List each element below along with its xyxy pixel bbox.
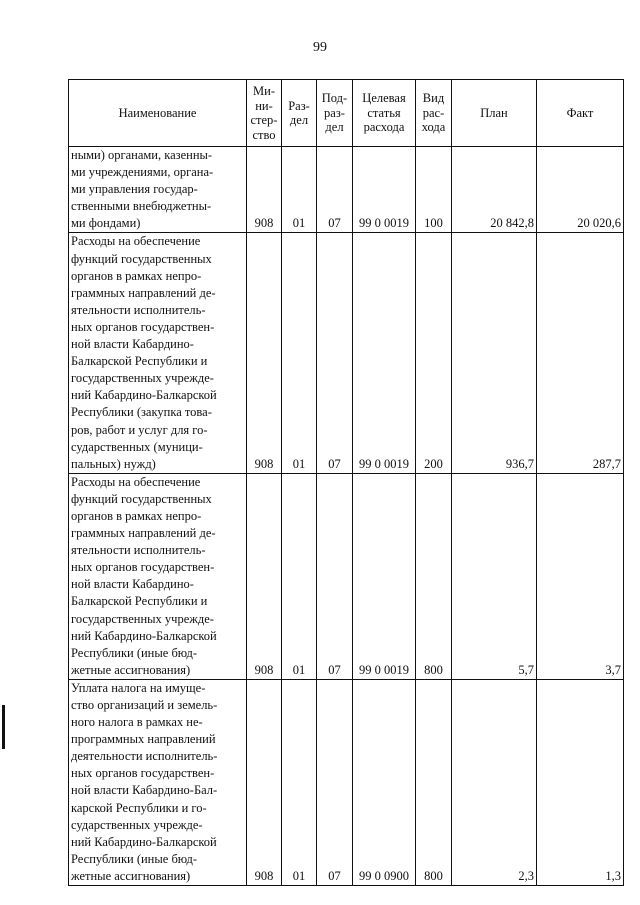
row-name-line: ятельности исполнитель- [71,302,206,317]
header-ministry: Ми- ни- стер- ство [247,80,282,147]
row-ministry: 908 [247,147,282,233]
row-name-line: органов в рамках непро- [71,268,202,283]
row-name-line: ных органов государствен- [71,319,215,334]
row-ministry: 908 [247,473,282,679]
header-section: Раз- дел [282,80,317,147]
row-name-line: функций государственных [71,491,212,506]
row-name-line: жетные ассигнования) [71,868,191,883]
row-expense-type: 800 [416,679,452,885]
row-name-line: ров, работ и услуг для го- [71,422,208,437]
row-name [69,679,247,885]
row-name-line: ного налога в рамках не- [71,715,203,730]
row-name-line: Республики (закупка това- [71,405,212,420]
row-name-line: ными) органами, казенны- [71,148,213,162]
row-ministry: 908 [247,233,282,473]
row-section: 01 [282,233,317,473]
row-name-line: органов в рамках непро- [71,508,202,523]
table-row [69,147,624,233]
row-name-line: Расходы на обеспечение [71,234,201,249]
row-name-line: государственных учрежде- [71,611,214,626]
row-name-line: ство организаций и земель- [71,698,218,712]
row-name-line: ний Кабардино-Балкарской [71,388,217,403]
row-plan: 936,7 [452,233,537,473]
table-row [69,233,624,473]
row-name-line: Республики (иные бюд- [71,645,198,660]
row-expense-type: 800 [416,473,452,679]
row-fact: 3,7 [537,473,624,679]
row-name-line: ятельности исполнитель- [71,543,206,558]
table-header-row [69,80,624,147]
row-name [69,473,247,679]
row-name-line: функций государственных [71,251,212,266]
row-name [69,233,247,473]
row-subsection: 07 [317,233,353,473]
page-number: 99 [313,40,327,55]
row-plan: 20 842,8 [452,147,537,233]
table-row [69,473,624,679]
row-name-line: сударственных учрежде- [71,817,203,832]
row-name-line: ной власти Кабардино- [71,337,194,352]
row-name-line: граммных направлений де- [71,285,216,300]
header-target-article: Целевая статья расхода [353,80,416,147]
row-target-article: 99 0 0019 [353,233,416,473]
row-name-line: Балкарской Республики и [71,594,208,609]
row-name-line: Уплата налога на имуще- [71,680,206,695]
row-name-line: ственными внебюджетны- [71,199,212,214]
row-expense-type: 200 [416,233,452,473]
row-name-line: деятельности исполнитель- [71,749,218,764]
row-name-line: ний Кабардино-Балкарской [71,834,217,849]
row-ministry: 908 [247,679,282,885]
row-name-line: ний Кабардино-Балкарской [71,628,217,643]
row-subsection: 07 [317,679,353,885]
row-subsection: 07 [317,147,353,233]
row-name-line: пальных) нужд) [71,456,156,471]
table-row [69,679,624,885]
row-name-line: ми учреждениями, органа- [71,165,214,180]
row-expense-type: 100 [416,147,452,233]
row-name-line: ных органов государствен- [71,560,215,575]
row-name-line: Балкарской Республики и [71,354,208,369]
row-target-article: 99 0 0900 [353,679,416,885]
row-fact: 287,7 [537,233,624,473]
row-plan: 2,3 [452,679,537,885]
row-section: 01 [282,473,317,679]
header-plan: План [452,80,537,147]
row-fact: 1,3 [537,679,624,885]
row-name-line: Расходы на обеспечение [71,474,201,489]
row-section: 01 [282,147,317,233]
row-name-line: граммных направлений де- [71,526,216,541]
row-section: 01 [282,679,317,885]
row-fact: 20 020,6 [537,147,624,233]
row-name-line: государственных учрежде- [71,371,214,386]
row-name [69,147,247,233]
row-name-line: сударственных (муници- [71,439,203,454]
budget-table [68,79,624,886]
row-name-line: ми управления государ- [71,182,198,197]
header-subsection: Под- раз- дел [317,80,353,147]
row-name-line: ми фондами) [71,216,141,231]
scan-margin-mark [2,705,5,749]
row-name-line: жетные ассигнования) [71,662,191,677]
row-name-line: ной власти Кабардино-Бал- [71,783,218,798]
row-name-line: ной власти Кабардино- [71,577,194,592]
header-fact: Факт [537,80,624,147]
row-subsection: 07 [317,473,353,679]
header-name: Наименование [69,80,247,147]
row-plan: 5,7 [452,473,537,679]
header-expense-type: Вид рас- хода [416,80,452,147]
table-body [69,147,624,886]
row-name-line: Республики (иные бюд- [71,851,198,866]
row-name-line: ных органов государствен- [71,766,215,781]
row-target-article: 99 0 0019 [353,473,416,679]
row-name-line: программных направлений [71,732,216,747]
row-name-line: карской Республики и го- [71,800,207,815]
row-target-article: 99 0 0019 [353,147,416,233]
